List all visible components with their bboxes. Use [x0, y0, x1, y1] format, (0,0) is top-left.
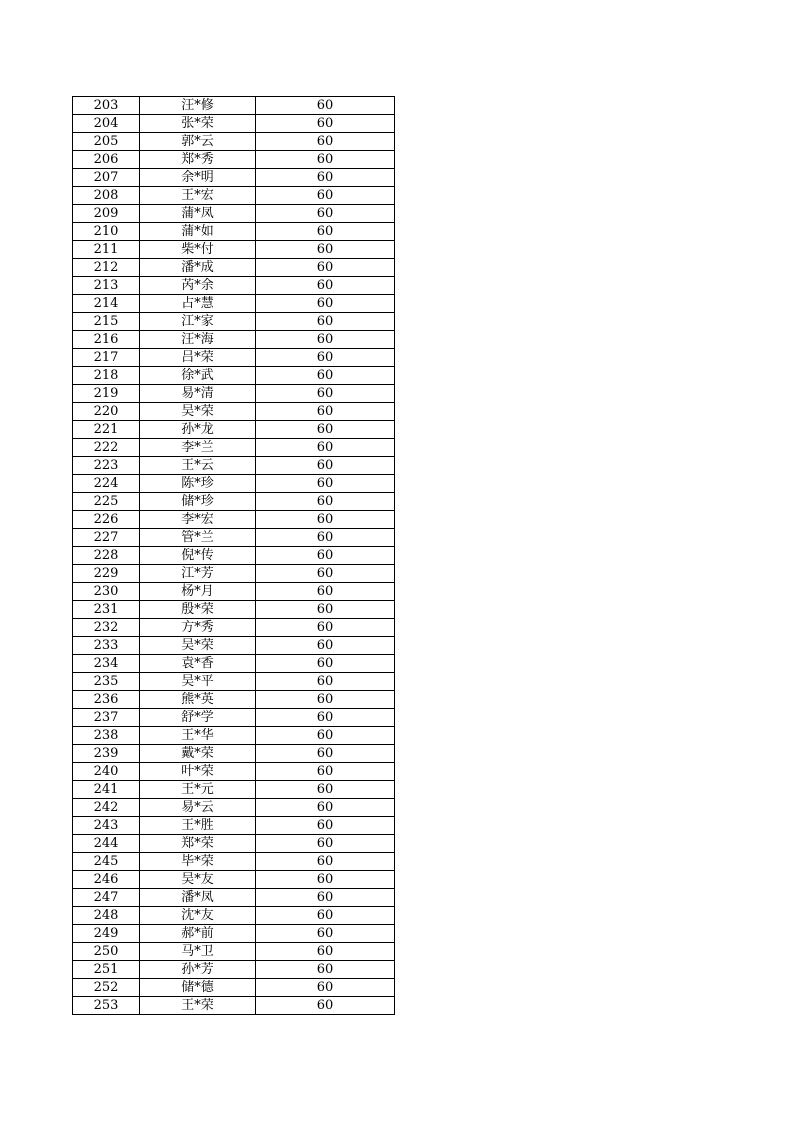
- table-row: [73, 925, 395, 943]
- name-cell: 王*宏: [140, 187, 256, 205]
- name-cell: 殷*荣: [140, 601, 256, 619]
- table-row: [73, 511, 395, 529]
- row-number-cell: 228: [73, 547, 140, 565]
- name-cell: 方*秀: [140, 619, 256, 637]
- table-row: [73, 385, 395, 403]
- table-row: [73, 565, 395, 583]
- name-cell: 陈*珍: [140, 475, 256, 493]
- table-row: [73, 655, 395, 673]
- table-row: [73, 187, 395, 205]
- name-cell: 吴*平: [140, 673, 256, 691]
- row-number-cell: 248: [73, 907, 140, 925]
- name-cell: 吴*荣: [140, 403, 256, 421]
- amount-cell: 60: [256, 997, 395, 1015]
- row-number-cell: 233: [73, 637, 140, 655]
- row-number-cell: 208: [73, 187, 140, 205]
- name-cell: 张*荣: [140, 115, 256, 133]
- row-number-cell: 250: [73, 943, 140, 961]
- table-row: [73, 763, 395, 781]
- amount-cell: 60: [256, 349, 395, 367]
- name-cell: 孙*芳: [140, 961, 256, 979]
- table-row: [73, 799, 395, 817]
- table-row: [73, 313, 395, 331]
- amount-cell: 60: [256, 583, 395, 601]
- row-number-cell: 207: [73, 169, 140, 187]
- name-cell: 汪*修: [140, 97, 256, 115]
- amount-cell: 60: [256, 259, 395, 277]
- row-number-cell: 249: [73, 925, 140, 943]
- name-cell: 潘*成: [140, 259, 256, 277]
- table-row: [73, 601, 395, 619]
- table-row: [73, 133, 395, 151]
- table-row: [73, 979, 395, 997]
- table-row: [73, 943, 395, 961]
- table-row: [73, 439, 395, 457]
- table-row: [73, 223, 395, 241]
- row-number-cell: 237: [73, 709, 140, 727]
- amount-cell: 60: [256, 403, 395, 421]
- amount-cell: 60: [256, 889, 395, 907]
- name-cell: 沈*友: [140, 907, 256, 925]
- name-cell: 徐*武: [140, 367, 256, 385]
- name-cell: 郑*荣: [140, 835, 256, 853]
- amount-cell: 60: [256, 511, 395, 529]
- table-row: [73, 421, 395, 439]
- name-cell: 孙*龙: [140, 421, 256, 439]
- row-number-cell: 252: [73, 979, 140, 997]
- row-number-cell: 234: [73, 655, 140, 673]
- row-number-cell: 227: [73, 529, 140, 547]
- row-number-cell: 251: [73, 961, 140, 979]
- name-cell: 汪*海: [140, 331, 256, 349]
- amount-cell: 60: [256, 853, 395, 871]
- name-cell: 王*云: [140, 457, 256, 475]
- row-number-cell: 231: [73, 601, 140, 619]
- amount-cell: 60: [256, 925, 395, 943]
- name-cell: 毕*荣: [140, 853, 256, 871]
- row-number-cell: 246: [73, 871, 140, 889]
- name-cell: 芮*余: [140, 277, 256, 295]
- table-row: [73, 709, 395, 727]
- row-number-cell: 214: [73, 295, 140, 313]
- amount-cell: 60: [256, 745, 395, 763]
- table-body: [73, 97, 395, 1015]
- amount-cell: 60: [256, 223, 395, 241]
- table-row: [73, 457, 395, 475]
- name-cell: 蒲*如: [140, 223, 256, 241]
- amount-cell: 60: [256, 187, 395, 205]
- table-row: [73, 115, 395, 133]
- row-number-cell: 225: [73, 493, 140, 511]
- table-row: [73, 619, 395, 637]
- name-cell: 熊*英: [140, 691, 256, 709]
- table-row: [73, 907, 395, 925]
- table-row: [73, 781, 395, 799]
- row-number-cell: 209: [73, 205, 140, 223]
- table-row: [73, 637, 395, 655]
- name-cell: 管*兰: [140, 529, 256, 547]
- amount-cell: 60: [256, 151, 395, 169]
- table-row: [73, 259, 395, 277]
- amount-cell: 60: [256, 799, 395, 817]
- amount-cell: 60: [256, 709, 395, 727]
- table-row: [73, 475, 395, 493]
- row-number-cell: 235: [73, 673, 140, 691]
- table-row: [73, 961, 395, 979]
- amount-cell: 60: [256, 169, 395, 187]
- table-row: [73, 151, 395, 169]
- row-number-cell: 215: [73, 313, 140, 331]
- amount-cell: 60: [256, 943, 395, 961]
- amount-cell: 60: [256, 277, 395, 295]
- amount-cell: 60: [256, 565, 395, 583]
- row-number-cell: 221: [73, 421, 140, 439]
- name-cell: 戴*荣: [140, 745, 256, 763]
- row-number-cell: 223: [73, 457, 140, 475]
- amount-cell: 60: [256, 241, 395, 259]
- row-number-cell: 218: [73, 367, 140, 385]
- row-number-cell: 216: [73, 331, 140, 349]
- row-number-cell: 206: [73, 151, 140, 169]
- name-cell: 吕*荣: [140, 349, 256, 367]
- amount-cell: 60: [256, 115, 395, 133]
- amount-cell: 60: [256, 421, 395, 439]
- amount-cell: 60: [256, 871, 395, 889]
- name-cell: 叶*荣: [140, 763, 256, 781]
- table-row: [73, 691, 395, 709]
- row-number-cell: 253: [73, 997, 140, 1015]
- table-row: [73, 169, 395, 187]
- amount-cell: 60: [256, 529, 395, 547]
- row-number-cell: 241: [73, 781, 140, 799]
- table-row: [73, 349, 395, 367]
- amount-cell: 60: [256, 493, 395, 511]
- name-cell: 储*珍: [140, 493, 256, 511]
- table-row: [73, 367, 395, 385]
- row-number-cell: 226: [73, 511, 140, 529]
- amount-cell: 60: [256, 439, 395, 457]
- table-row: [73, 853, 395, 871]
- name-cell: 李*宏: [140, 511, 256, 529]
- row-number-cell: 239: [73, 745, 140, 763]
- name-cell: 王*胜: [140, 817, 256, 835]
- amount-cell: 60: [256, 457, 395, 475]
- row-number-cell: 236: [73, 691, 140, 709]
- table-row: [73, 493, 395, 511]
- row-number-cell: 240: [73, 763, 140, 781]
- name-cell: 易*清: [140, 385, 256, 403]
- name-cell: 储*德: [140, 979, 256, 997]
- amount-cell: 60: [256, 475, 395, 493]
- name-cell: 吴*友: [140, 871, 256, 889]
- row-number-cell: 238: [73, 727, 140, 745]
- name-cell: 王*华: [140, 727, 256, 745]
- row-number-cell: 213: [73, 277, 140, 295]
- row-number-cell: 222: [73, 439, 140, 457]
- row-number-cell: 245: [73, 853, 140, 871]
- name-cell: 江*芳: [140, 565, 256, 583]
- table-row: [73, 871, 395, 889]
- name-cell: 蒲*凤: [140, 205, 256, 223]
- row-number-cell: 243: [73, 817, 140, 835]
- amount-cell: 60: [256, 619, 395, 637]
- name-cell: 吴*荣: [140, 637, 256, 655]
- row-number-cell: 224: [73, 475, 140, 493]
- amount-cell: 60: [256, 691, 395, 709]
- table-row: [73, 745, 395, 763]
- table-row: [73, 403, 395, 421]
- row-number-cell: 217: [73, 349, 140, 367]
- row-number-cell: 211: [73, 241, 140, 259]
- table-row: [73, 547, 395, 565]
- data-table: [72, 96, 395, 1015]
- row-number-cell: 230: [73, 583, 140, 601]
- row-number-cell: 203: [73, 97, 140, 115]
- row-number-cell: 242: [73, 799, 140, 817]
- amount-cell: 60: [256, 385, 395, 403]
- table-row: [73, 673, 395, 691]
- table-row: [73, 529, 395, 547]
- amount-cell: 60: [256, 133, 395, 151]
- name-cell: 易*云: [140, 799, 256, 817]
- name-cell: 王*元: [140, 781, 256, 799]
- amount-cell: 60: [256, 295, 395, 313]
- amount-cell: 60: [256, 673, 395, 691]
- name-cell: 倪*传: [140, 547, 256, 565]
- amount-cell: 60: [256, 367, 395, 385]
- name-cell: 柴*付: [140, 241, 256, 259]
- table-row: [73, 205, 395, 223]
- row-number-cell: 229: [73, 565, 140, 583]
- amount-cell: 60: [256, 727, 395, 745]
- name-cell: 江*家: [140, 313, 256, 331]
- amount-cell: 60: [256, 781, 395, 799]
- name-cell: 李*兰: [140, 439, 256, 457]
- row-number-cell: 210: [73, 223, 140, 241]
- table-row: [73, 997, 395, 1015]
- row-number-cell: 219: [73, 385, 140, 403]
- amount-cell: 60: [256, 835, 395, 853]
- amount-cell: 60: [256, 961, 395, 979]
- amount-cell: 60: [256, 601, 395, 619]
- amount-cell: 60: [256, 331, 395, 349]
- amount-cell: 60: [256, 655, 395, 673]
- name-cell: 余*明: [140, 169, 256, 187]
- table-row: [73, 331, 395, 349]
- name-cell: 杨*月: [140, 583, 256, 601]
- table-row: [73, 97, 395, 115]
- row-number-cell: 232: [73, 619, 140, 637]
- row-number-cell: 212: [73, 259, 140, 277]
- name-cell: 舒*学: [140, 709, 256, 727]
- name-cell: 占*慧: [140, 295, 256, 313]
- name-cell: 郑*秀: [140, 151, 256, 169]
- table-row: [73, 817, 395, 835]
- row-number-cell: 204: [73, 115, 140, 133]
- row-number-cell: 205: [73, 133, 140, 151]
- amount-cell: 60: [256, 637, 395, 655]
- table-row: [73, 727, 395, 745]
- amount-cell: 60: [256, 205, 395, 223]
- name-cell: 郝*前: [140, 925, 256, 943]
- name-cell: 袁*香: [140, 655, 256, 673]
- row-number-cell: 220: [73, 403, 140, 421]
- name-cell: 潘*凤: [140, 889, 256, 907]
- name-cell: 王*荣: [140, 997, 256, 1015]
- amount-cell: 60: [256, 763, 395, 781]
- table-row: [73, 241, 395, 259]
- amount-cell: 60: [256, 907, 395, 925]
- amount-cell: 60: [256, 547, 395, 565]
- amount-cell: 60: [256, 313, 395, 331]
- name-cell: 马*卫: [140, 943, 256, 961]
- table-row: [73, 295, 395, 313]
- name-cell: 郭*云: [140, 133, 256, 151]
- row-number-cell: 247: [73, 889, 140, 907]
- table-row: [73, 277, 395, 295]
- amount-cell: 60: [256, 979, 395, 997]
- amount-cell: 60: [256, 817, 395, 835]
- table-row: [73, 835, 395, 853]
- amount-cell: 60: [256, 97, 395, 115]
- table-row: [73, 583, 395, 601]
- row-number-cell: 244: [73, 835, 140, 853]
- table-row: [73, 889, 395, 907]
